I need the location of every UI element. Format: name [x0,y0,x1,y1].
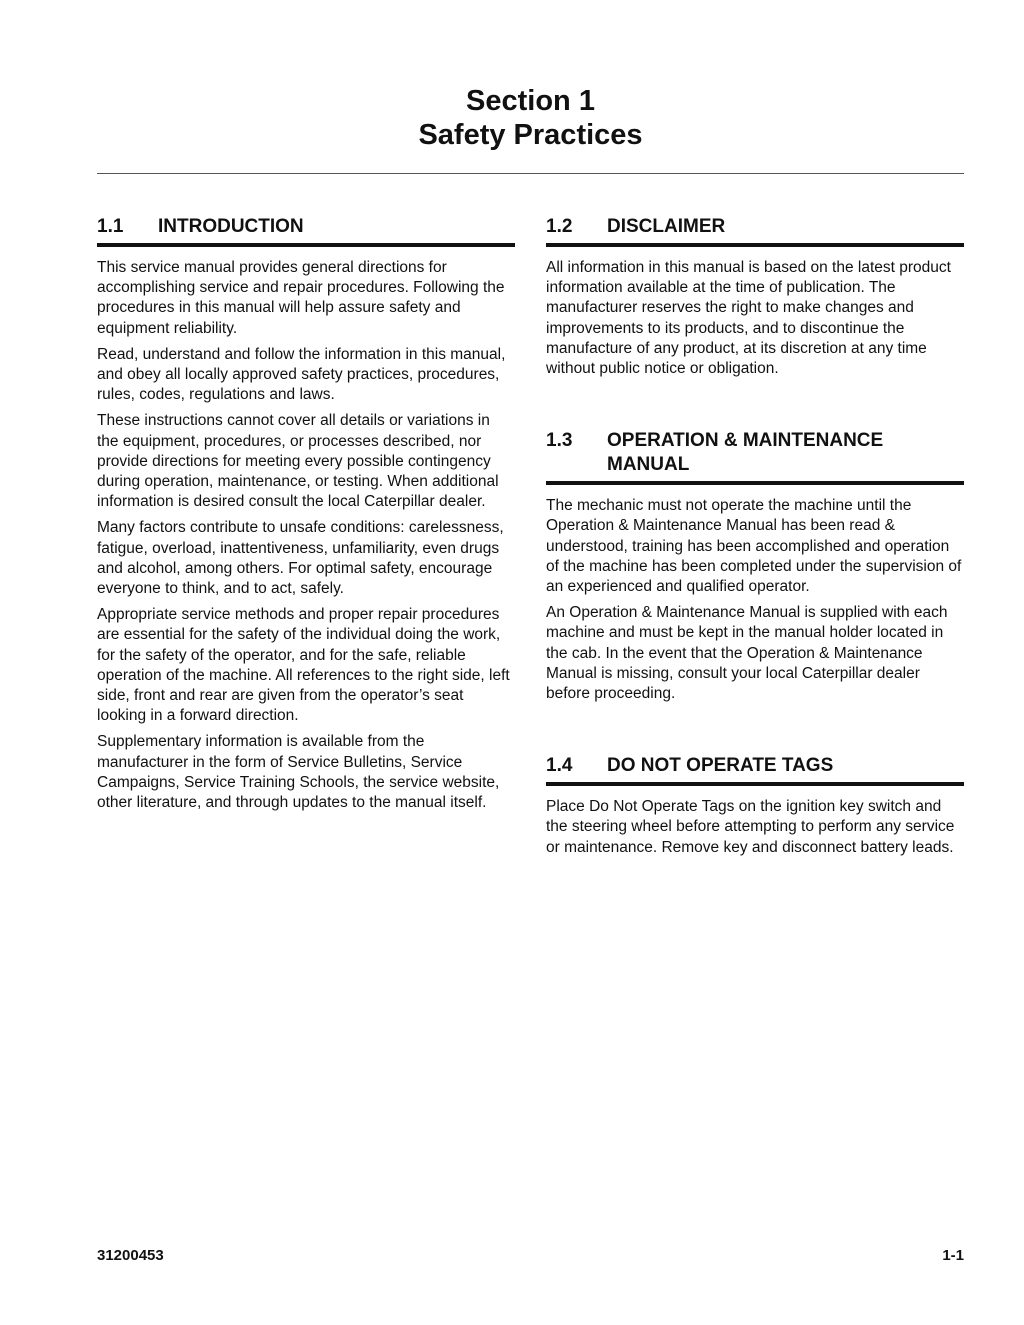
section-title: Safety Practices [418,119,643,151]
section-number: 1.1 [97,216,124,237]
right-column [546,215,964,864]
page-number: 1-1 [942,1247,964,1264]
paragraph: Many factors contribute to unsafe conditions: carelessness, fatigue, overload, inattentiveness, unfamiliarity, even drugs and alcohol, among others. For optimal safety, encourage everyone to think, and to act, safely. [97,519,504,598]
paragraph: This service manual provides general directions for accomplishing service and repair procedures. Following the procedures in this manual will help assure safety and equipment reliability. [97,259,505,337]
page-title [97,84,964,152]
section-heading [97,215,515,247]
paragraph: These instructions cannot cover all details or variations in the equipment, procedures, or processes described, nor provide directions for meeting every possible contingency during operation, maintenance, or testing. When additional information is desired consult the local Caterpillar dealer. [97,412,499,511]
paragraph: An Operation & Maintenance Manual is supplied with each machine and must be kept in the manual holder located in the cab. In the event that the Operation & Maintenance Manual is missing, consult your local Caterpillar dealer before proceeding. [546,604,948,703]
title-divider [97,173,964,174]
section-disclaimer [546,215,964,379]
section-heading-title: OPERATION & MAINTENANCE MANUAL [607,430,884,476]
section-heading-title: INTRODUCTION [158,216,304,237]
paragraph: Place Do Not Operate Tags on the ignition key switch and the steering wheel before attempting to perform any service or maintenance. Remove key and disconnect battery leads. [546,798,955,856]
section-operation-maintenance-manual [546,429,964,704]
section-heading-title: DISCLAIMER [607,216,726,237]
section-number: 1.2 [546,216,573,237]
section-introduction [97,215,515,813]
paragraph: The mechanic must not operate the machine until the Operation & Maintenance Manual has been read & understood, training has been accomplished and operation of the machine has been completed under the supervision of an experienced and qualified operator. [546,497,962,596]
section-label: Section 1 [466,85,595,117]
section-heading [546,754,964,786]
paragraph: All information in this manual is based on the latest product information available at the time of publication. The manufacturer reserves the right to make changes and improvements to its products, and to discontinue the manufacture of any product, at its discretion at any time without public notice or obligation. [546,259,951,378]
left-column [97,215,515,819]
section-heading [546,429,964,485]
section-heading-title: DO NOT OPERATE TAGS [607,755,834,777]
section-heading [546,215,964,247]
section-do-not-operate-tags [546,754,964,858]
section-number: 1.3 [546,430,573,452]
paragraph: Supplementary information is available from the manufacturer in the form of Service Bulletins, Service Campaigns, Service Training Schools, the service website, other literature, and through updates to the manual itself. [97,733,500,812]
paragraph: Appropriate service methods and proper repair procedures are essential for the safety of the individual doing the work, for the safety of the operator, and for the safe, reliable operation of the machine. All references to the right side, left side, front and rear are given from the operator’s seat looking in a forward direction. [97,606,510,725]
document-number: 31200453 [97,1247,164,1264]
section-number: 1.4 [546,755,573,777]
paragraph: Read, understand and follow the information in this manual, and obey all locally approved safety practices, procedures, rules, codes, regulations and laws. [97,345,506,404]
